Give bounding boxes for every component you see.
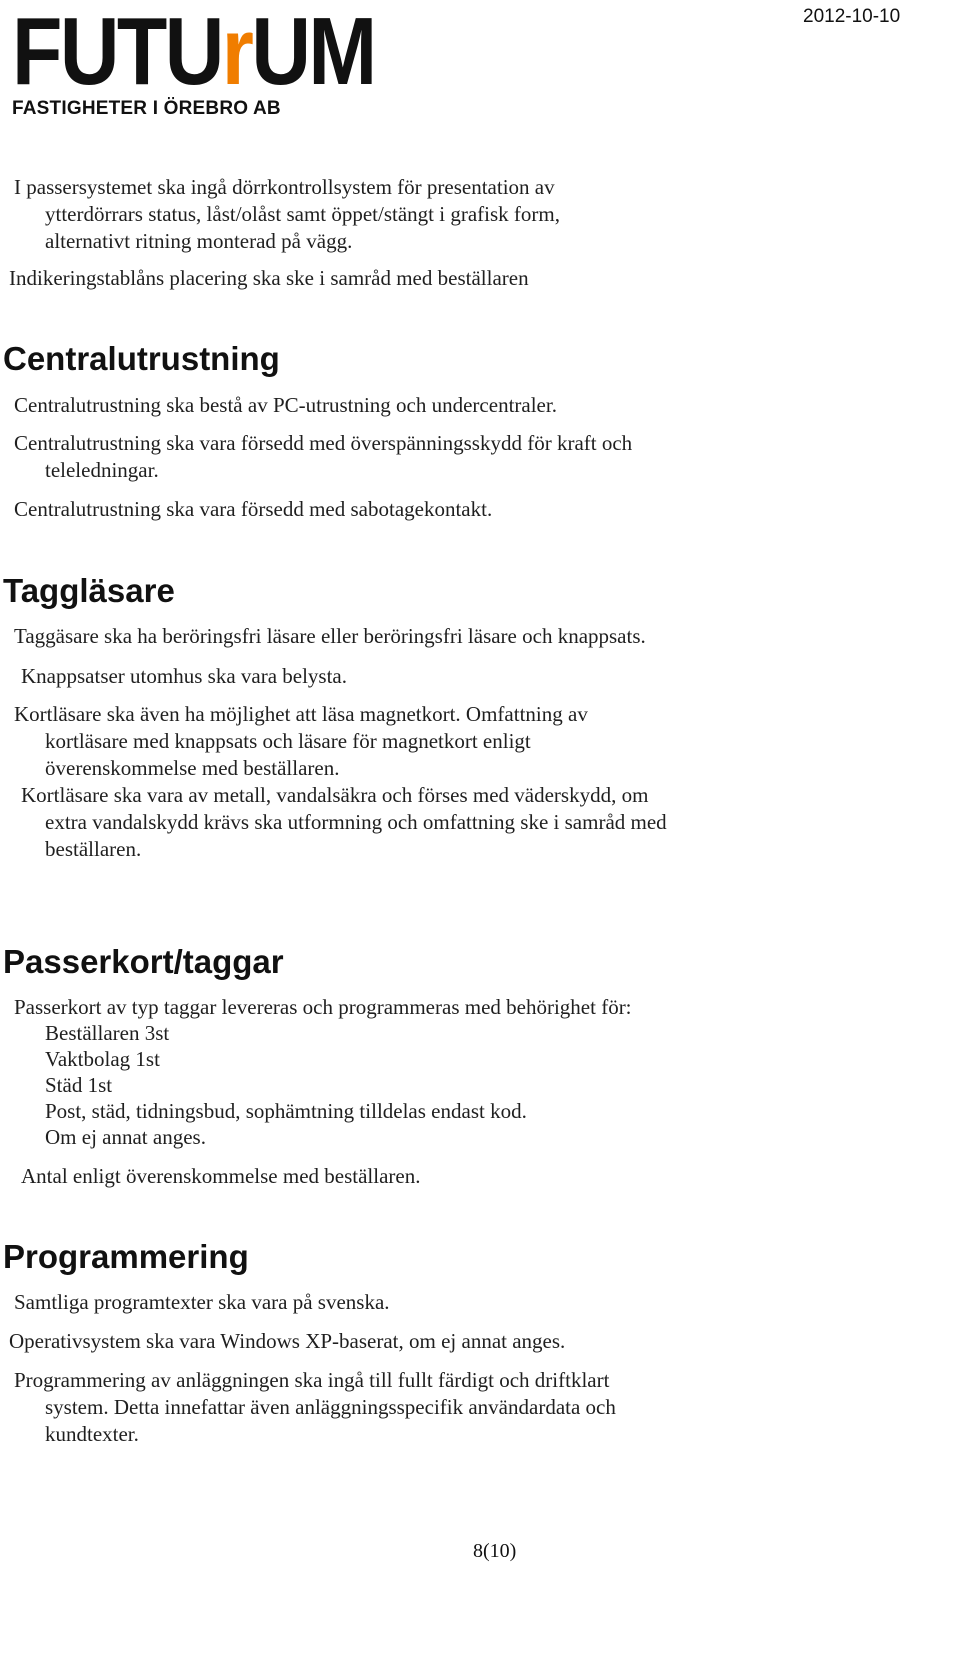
logo-word-pre: FUTU (12, 0, 222, 105)
logo-wordmark (12, 0, 375, 105)
programmering-line-3: Programmering av anläggningen ska ingå till fullt färdigt och driftklart (14, 1368, 610, 1392)
tagglasare-line-1: Taggäsare ska ha beröringsfri läsare eller beröringsfri läsare och knappsats. (14, 624, 646, 648)
section-heading-programmering: Programmering (3, 1238, 249, 1275)
centralutrustning-line-1: Centralutrustning ska bestå av PC-utrustning och undercentraler. (14, 393, 557, 417)
intro-line-2: ytterdörrars status, låst/olåst samt öppet/stängt i grafisk form, (45, 202, 560, 226)
centralutrustning-line-4: Centralutrustning ska vara försedd med sabotagekontakt. (14, 497, 493, 521)
passerkort-line-3: Vaktbolag 1st (45, 1047, 160, 1071)
tagglasare-line-8: beställaren. (45, 837, 142, 861)
page-number: 8(10) (473, 1540, 517, 1562)
passerkort-line-1: Passerkort av typ taggar levereras och programmeras med behörighet för: (14, 995, 632, 1019)
tagglasare-line-3: Kortläsare ska även ha möjlighet att läsa magnetkort. Omfattning av (14, 702, 588, 726)
tagglasare-line-5: överenskommelse med beställaren. (45, 756, 340, 780)
programmering-line-1: Samtliga programtexter ska vara på svenska. (14, 1290, 390, 1314)
programmering-line-5: kundtexter. (45, 1422, 139, 1446)
centralutrustning-line-3: teleledningar. (45, 458, 159, 482)
passerkort-line-2: Beställaren 3st (45, 1021, 170, 1045)
passerkort-line-6: Om ej annat anges. (45, 1125, 206, 1149)
tagglasare-line-4: kortläsare med knappsats och läsare för magnetkort enligt (45, 729, 531, 753)
tagglasare-line-7: extra vandalskydd krävs ska utformning och omfattning ske i samråd med (45, 810, 667, 834)
passerkort-line-7: Antal enligt överenskommelse med beställaren. (21, 1164, 421, 1188)
tagglasare-line-2: Knappsatser utomhus ska vara belysta. (21, 664, 348, 688)
tagglasare-line-6: Kortläsare ska vara av metall, vandalsäkra och förses med väderskydd, om (21, 783, 649, 807)
section-heading-centralutrustning: Centralutrustning (3, 340, 280, 377)
programmering-line-4: system. Detta innefattar även anläggningsspecifik användardata och (45, 1395, 616, 1419)
logo (12, 0, 375, 122)
passerkort-line-5: Post, städ, tidningsbud, sophämtning tilldelas endast kod. (45, 1099, 527, 1123)
section-heading-tagglasare: Taggläsare (3, 572, 175, 609)
intro-line-3: alternativt ritning monterad på vägg. (45, 229, 353, 253)
centralutrustning-line-2: Centralutrustning ska vara försedd med överspänningsskydd för kraft och (14, 431, 633, 455)
logo-subtitle: FASTIGHETER I ÖREBRO AB (12, 98, 281, 119)
passerkort-line-4: Städ 1st (45, 1073, 113, 1097)
logo-word-post: UM (251, 0, 375, 105)
intro-line-1: I passersystemet ska ingå dörrkontrollsystem för presentation av (14, 175, 555, 199)
intro-line-4: Indikeringstablåns placering ska ske i samråd med beställaren (9, 266, 529, 290)
section-heading-passerkort: Passerkort/taggar (3, 943, 284, 980)
programmering-line-2: Operativsystem ska vara Windows XP-baserat, om ej annat anges. (9, 1329, 566, 1353)
document-date: 2012-10-10 (803, 6, 901, 27)
logo-word-accent: r (221, 0, 252, 105)
